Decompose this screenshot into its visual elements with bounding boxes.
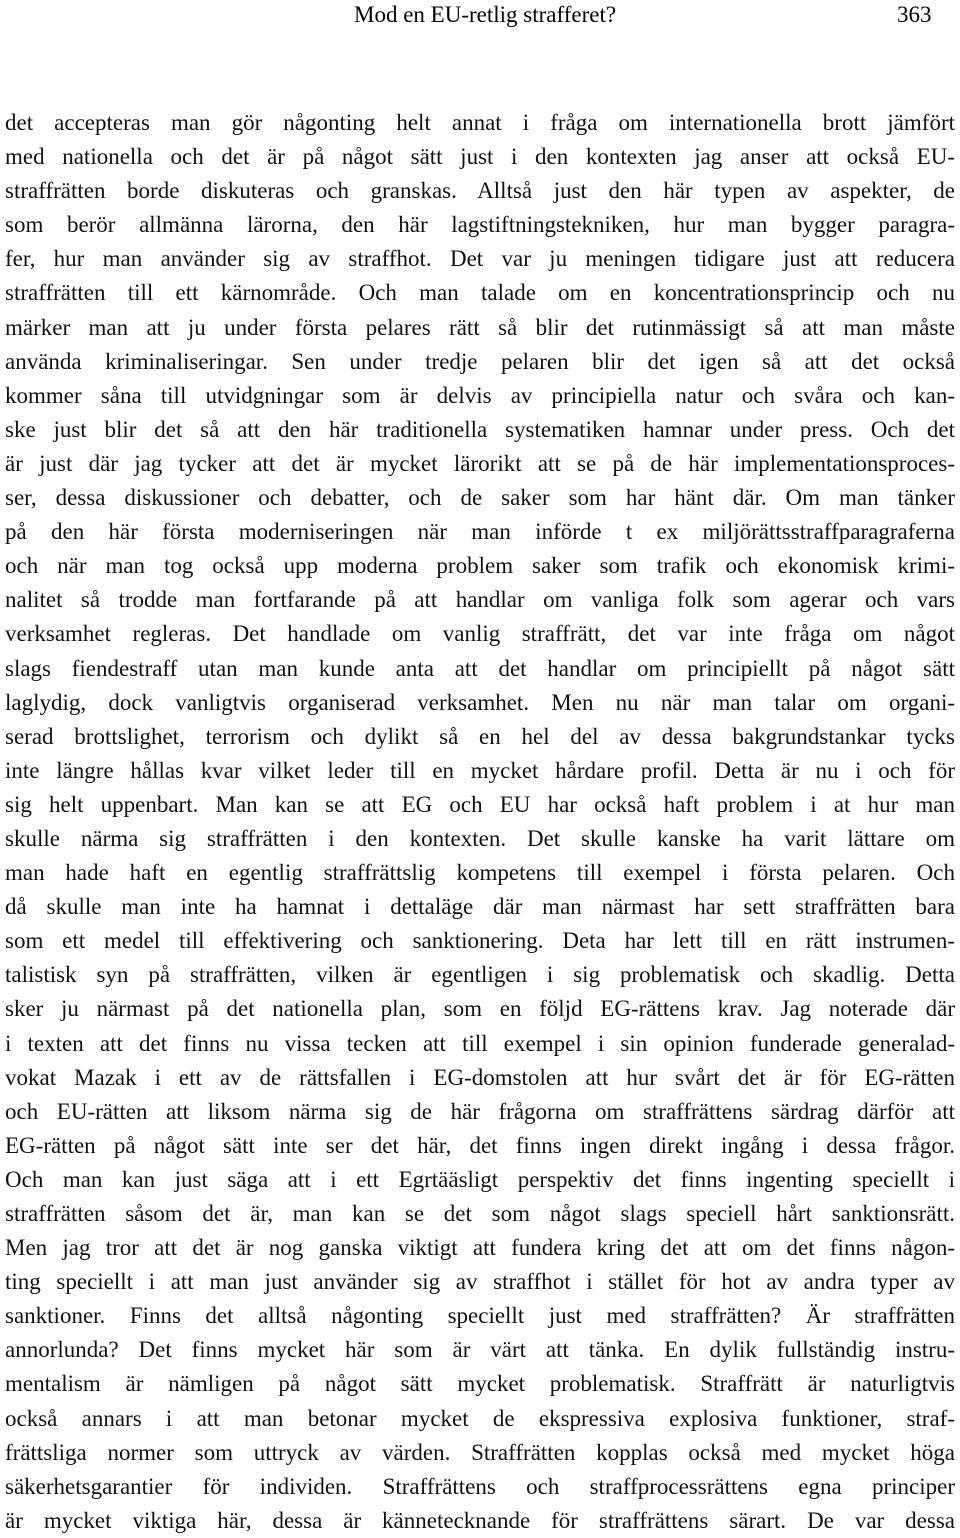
text-line: använda kriminaliseringar. Sen under tredje pelaren blir det igen så att det också xyxy=(5,348,955,374)
text-line: serad brottslighet, terrorism och dylikt så en hel del av dessa bakgrundstankar tycks xyxy=(5,723,955,749)
text-line: straffrätten såsom det är, man kan se det som något slags speciell hårt sanktionsrätt. xyxy=(5,1201,955,1226)
text-line: märker man att ju under första pelares rätt så blir det rutinmässigt så att man måste xyxy=(5,314,955,340)
text-line: slags fiendestraff utan man kunde anta att det handlar om principiellt på något sätt xyxy=(5,655,955,681)
text-line: sanktioner. Finns det alltså någonting speciellt just med straffrätten? Är straffrätten xyxy=(5,1303,955,1329)
running-header xyxy=(0,0,960,34)
body-paragraph xyxy=(5,106,955,1538)
text-line: är mycket viktiga här, dessa är kännetecknande för straffrättens särart. De var dessa xyxy=(5,1507,955,1533)
text-line: EG-rätten på något sätt inte ser det här, det finns ingen direkt ingång i dessa frågor. xyxy=(5,1132,955,1158)
text-line: som ett medel till effektivering och sanktionering. Deta har lett till en rätt instrumen- xyxy=(5,928,955,954)
text-line: vokat Mazak i ett av de rättsfallen i EG-domstolen att hur svårt det är för EG-rätten xyxy=(5,1064,955,1090)
text-line: annorlunda? Det finns mycket här som är värt att tänka. En dylik fullständig instru- xyxy=(5,1337,955,1363)
text-line: straffrätten till ett kärnområde. Och man talade om en koncentrationsprincip och nu xyxy=(5,280,955,306)
text-line: straffrätten borde diskuteras och granskas. Alltså just den här typen av aspekter, de xyxy=(5,178,955,204)
text-line: det accepteras man gör någonting helt annat i fråga om internationella brott jämfört xyxy=(5,110,955,135)
text-line: kommer såna till utvidgningar som är delvis av principiella natur och svåra och kan- xyxy=(5,382,955,408)
page-number: 363 xyxy=(897,2,932,27)
text-line: och när man tog också upp moderna problem saker som trafik och ekonomisk krimi- xyxy=(5,553,955,579)
text-line: laglydig, dock vanligtvis organiserad verksamhet. Men nu när man talar om organi- xyxy=(5,689,955,715)
text-line: Och man kan just säga att i ett Egrtääsligt perspektiv det finns ingenting speciellt i xyxy=(5,1166,955,1192)
text-line: då skulle man inte ha hamnat i dettaläge där man närmast har sett straffrätten bara xyxy=(5,894,955,920)
text-line: är just där jag tycker att det är mycket lärorikt att se på de här implementationsproces- xyxy=(5,450,955,476)
text-line: ting speciellt i att man just använder sig av straffhot i stället för hot av andra typer av xyxy=(5,1269,955,1295)
text-line: sig helt uppenbart. Man kan se att EG och EU har också haft problem i at hur man xyxy=(5,791,955,817)
text-line: också annars i att man betonar mycket de ekspressiva explosiva funktioner, straf- xyxy=(5,1405,955,1431)
text-line: mentalism är nämligen på något sätt mycket problematisk. Straffrätt är naturligtvis xyxy=(5,1371,955,1397)
text-line: ske just blir det så att den här traditionella systematiken hamnar under press. Och det xyxy=(5,416,955,442)
text-line: med nationella och det är på något sätt just i den kontexten jag anser att också EU- xyxy=(5,144,955,170)
text-line: säkerhetsgarantier för individen. Straffrättens och straffprocessrättens egna principer xyxy=(5,1473,955,1499)
text-line: inte längre hållas kvar vilket leder till en mycket hårdare profil. Detta är nu i och för xyxy=(5,757,955,783)
text-line: nalitet så trodde man fortfarande på att handlar om vanliga folk som agerar och vars xyxy=(5,587,955,613)
text-line: som berör allmänna lärorna, den här lagstiftningstekniken, hur man bygger paragra- xyxy=(5,212,955,238)
text-line: ser, dessa diskussioner och debatter, och de saker som har hänt där. Om man tänker xyxy=(5,485,955,511)
text-line: Men jag tror att det är nog ganska viktigt att fundera kring det att om det finns någon- xyxy=(5,1235,955,1261)
text-line: och EU-rätten att liksom närma sig de här frågorna om straffrättens särdrag därför att xyxy=(5,1098,955,1124)
text-line: verksamhet regleras. Det handlade om vanlig straffrätt, det var inte fråga om något xyxy=(5,621,955,647)
text-line: på den här första moderniseringen när man införde t ex miljörättsstraffparagraferna xyxy=(5,519,955,545)
text-line: i texten att det finns nu vissa tecken att till exempel i sin opinion funderade generalad- xyxy=(5,1030,955,1056)
text-line: frättsliga normer som uttryck av värden. Straffrätten kopplas också med mycket höga xyxy=(5,1439,955,1465)
text-line: man hade haft en egentlig straffrättslig kompetens till exempel i första pelaren. Och xyxy=(5,860,955,886)
running-title: Mod en EU-retlig strafferet? xyxy=(354,2,617,27)
text-line: talistisk syn på straffrätten, vilken är egentligen i sig problematisk och skadlig. Detta xyxy=(5,962,955,988)
text-line: sker ju närmast på det nationella plan, som en följd EG-rättens krav. Jag noterade där xyxy=(5,996,955,1022)
text-line: fer, hur man använder sig av straffhot. Det var ju meningen tidigare just att reducera xyxy=(5,246,955,272)
text-line: skulle närma sig straffrätten i den kontexten. Det skulle kanske ha varit lättare om xyxy=(5,825,955,851)
